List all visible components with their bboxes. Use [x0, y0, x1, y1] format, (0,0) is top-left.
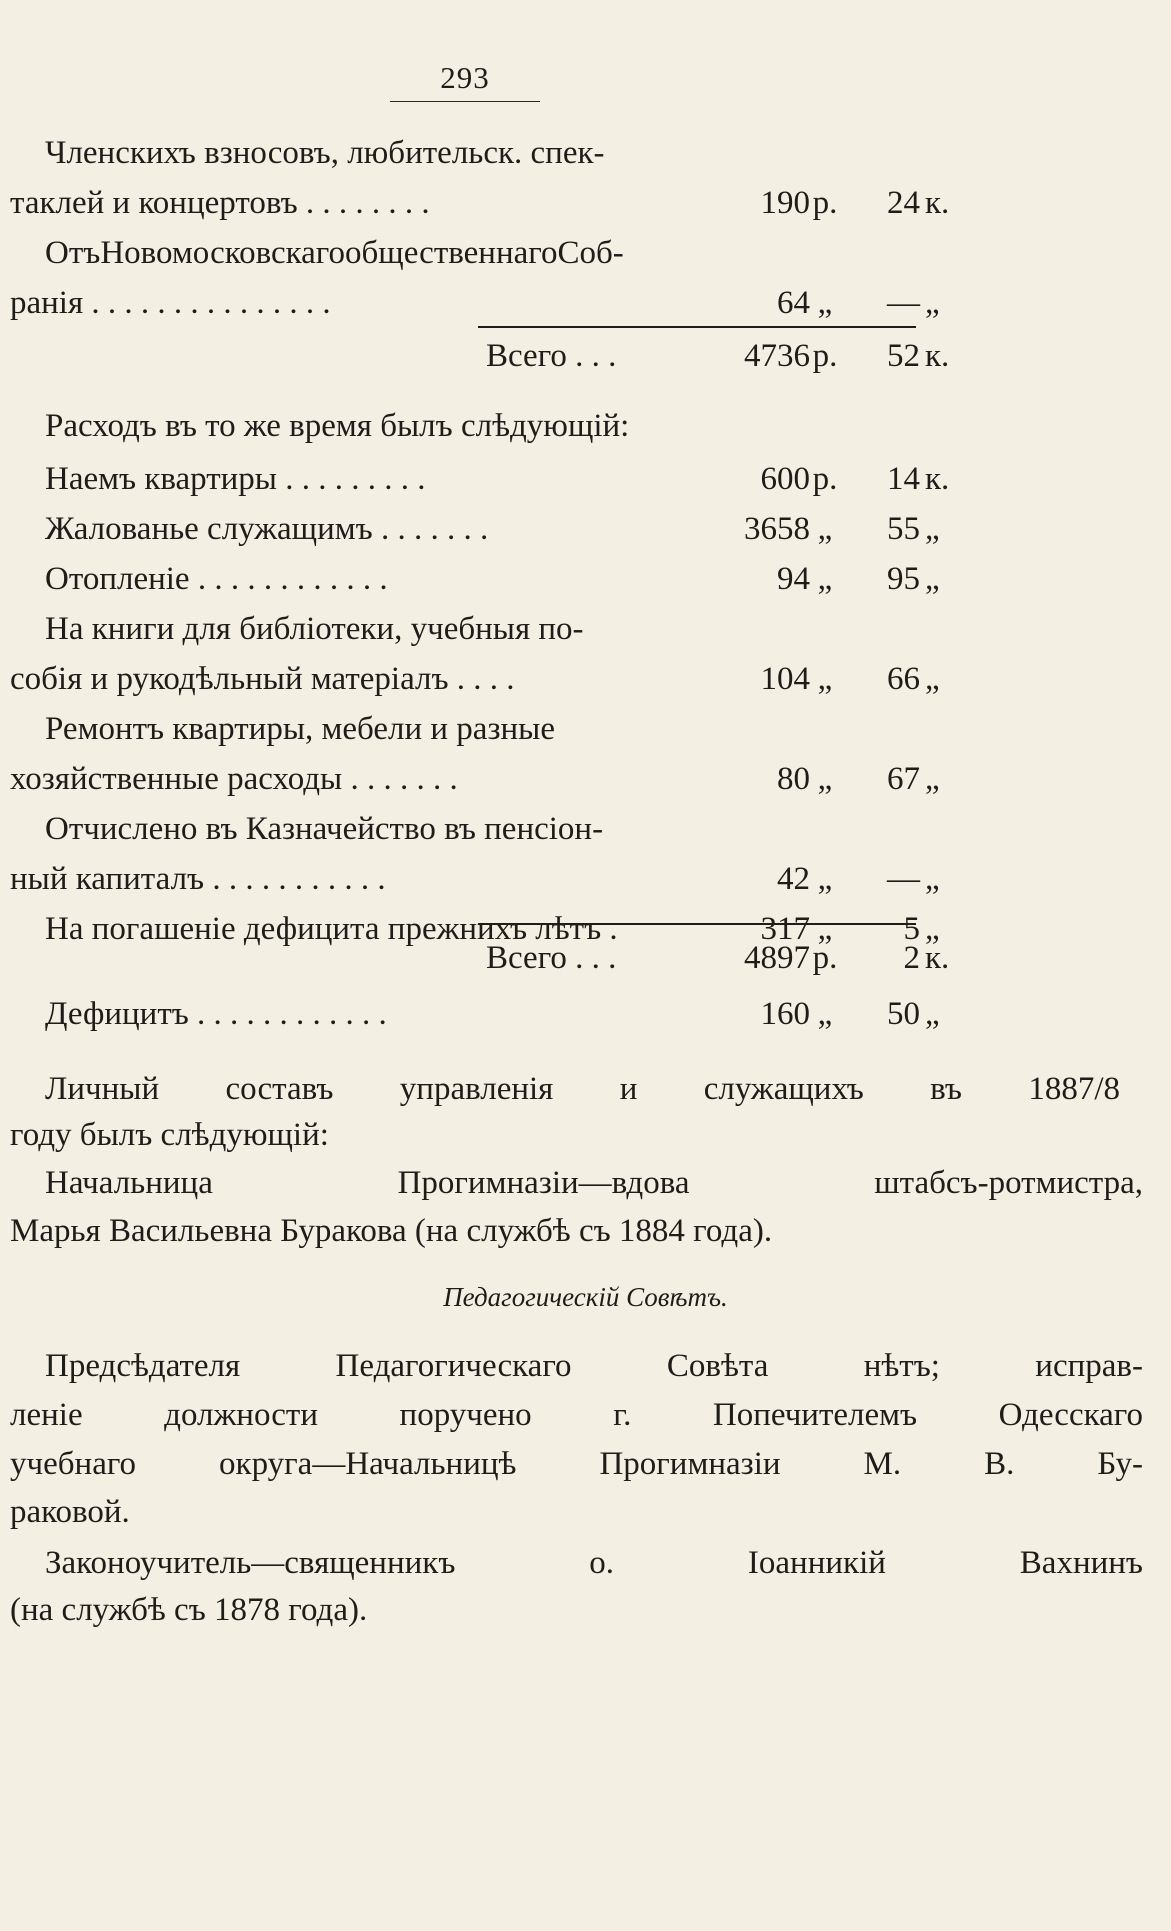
expense-line-text: Жалованье служащимъ . . . . . . . — [45, 511, 489, 547]
expense-line — [45, 559, 1150, 599]
kopecks-amount: 14 — [887, 461, 920, 497]
staff-paragraph-line — [45, 1069, 1150, 1109]
rubles-suffix: „ — [817, 911, 833, 947]
kopecks-suffix: „ — [925, 561, 940, 597]
rubles-suffix: р. — [812, 461, 838, 497]
expense-total-rule — [478, 923, 916, 925]
council-paragraph-line — [10, 1492, 1150, 1532]
income-line-text: ранія . . . . . . . . . . . . . . . — [10, 285, 331, 321]
expense-line — [45, 809, 1150, 849]
teacher-paragraph-line — [45, 1543, 1150, 1583]
kopecks-suffix: „ — [925, 661, 940, 697]
deficit-line — [45, 994, 1150, 1034]
kopecks-amount: 66 — [887, 661, 920, 697]
rubles-suffix: р. — [812, 940, 838, 976]
kopecks-amount: — — [887, 285, 920, 321]
expense-line-text: На погашеніе дефицита прежнихъ лѣтъ . — [45, 911, 618, 947]
council-heading: Педагогическій Совѣтъ. — [443, 1282, 728, 1312]
council-paragraph-text: учебнаго округа—Начальницѣ Прогимназіи М. В. Бу- — [10, 1446, 1143, 1482]
rubles-amount: 94 — [777, 561, 810, 597]
rubles-suffix: „ — [817, 511, 833, 547]
expense-line — [10, 759, 1150, 799]
expense-intro — [45, 406, 1150, 446]
expense-line — [45, 509, 1150, 549]
rubles-amount: 600 — [760, 461, 810, 497]
kopecks-amount: 52 — [887, 338, 920, 374]
council-paragraph-line — [10, 1395, 1150, 1435]
page-number: 293 — [440, 60, 490, 95]
council-paragraph-text: леніе должности поручено г. Попечителемъ Одесскаго — [10, 1397, 1143, 1433]
kopecks-amount: 2 — [903, 940, 920, 976]
staff-paragraph-line — [10, 1115, 1150, 1155]
expense-line-text: Наемъ квартиры . . . . . . . . . — [45, 461, 426, 497]
staff-paragraph-text: году былъ слѣдующій: — [10, 1117, 329, 1153]
income-line-text: Членскихъ взносовъ, любительск. спек- — [45, 135, 605, 171]
income-line-text: таклей и концертовъ . . . . . . . . — [10, 185, 430, 221]
council-paragraph-text: раковой. — [10, 1494, 130, 1530]
kopecks-suffix: „ — [925, 285, 940, 321]
rubles-suffix: „ — [817, 561, 833, 597]
page-number-rule — [390, 101, 540, 102]
kopecks-amount: 95 — [887, 561, 920, 597]
expense-line — [10, 659, 1150, 699]
staff-paragraph-text: Начальница Прогимназіи—вдова штабсъ-ротмистра, — [45, 1165, 1143, 1201]
kopecks-suffix: „ — [925, 511, 940, 547]
income-line — [10, 283, 1150, 323]
rubles-amount: 80 — [777, 761, 810, 797]
rubles-amount: 4736 — [744, 338, 810, 374]
expense-line-text: Отчислено въ Казначейство въ пенсіон- — [45, 811, 604, 847]
rubles-amount: 190 — [760, 185, 810, 221]
council-paragraph-line — [10, 1444, 1150, 1484]
expense-total-label: Всего . . . — [486, 940, 617, 976]
expense-line-text: Отопленіе . . . . . . . . . . . . — [45, 561, 388, 597]
kopecks-amount: 55 — [887, 511, 920, 547]
council-paragraph-line — [45, 1346, 1150, 1386]
expense-line — [45, 609, 1150, 649]
income-total-label: Всего . . . — [486, 338, 617, 374]
kopecks-suffix: „ — [925, 761, 940, 797]
expense-line-text: Ремонтъ квартиры, мебели и разные — [45, 711, 555, 747]
expense-line — [45, 459, 1150, 499]
council-paragraph-text: Предсѣдателя Педагогическаго Совѣта нѣтъ; исправ- — [45, 1348, 1143, 1384]
teacher-paragraph-text: (на службѣ съ 1878 года). — [10, 1592, 368, 1628]
rubles-amount: 317 — [760, 911, 810, 947]
kopecks-suffix: к. — [925, 940, 950, 976]
deficit-text: Дефицитъ . . . . . . . . . . . . — [45, 996, 387, 1032]
expense-line — [45, 709, 1150, 749]
rubles-suffix: „ — [817, 996, 833, 1032]
expense-line-text: хозяйственные расходы . . . . . . . — [10, 761, 458, 797]
income-total-rule — [478, 326, 916, 328]
income-line — [45, 133, 1150, 173]
rubles-suffix: „ — [817, 761, 833, 797]
income-total-line — [10, 336, 1150, 376]
income-line — [10, 183, 1150, 223]
kopecks-suffix: „ — [925, 996, 940, 1032]
staff-paragraph-line — [10, 1211, 1150, 1251]
rubles-amount: 3658 — [744, 511, 810, 547]
rubles-suffix: „ — [817, 861, 833, 897]
kopecks-amount: — — [887, 861, 920, 897]
teacher-paragraph-line — [10, 1590, 1150, 1630]
kopecks-suffix: к. — [925, 338, 950, 374]
rubles-amount: 104 — [760, 661, 810, 697]
kopecks-amount: 50 — [887, 996, 920, 1032]
staff-paragraph-line — [45, 1163, 1150, 1203]
kopecks-suffix: к. — [925, 185, 950, 221]
kopecks-suffix: „ — [925, 861, 940, 897]
rubles-amount: 42 — [777, 861, 810, 897]
rubles-amount: 160 — [760, 996, 810, 1032]
rubles-amount: 64 — [777, 285, 810, 321]
expense-intro-text: Расходъ въ то же время былъ слѣдующій: — [45, 408, 630, 444]
income-line-text: ОтъНовомосковскагообщественнагоСоб- — [45, 235, 624, 271]
teacher-paragraph-text: Законоучитель—священникъ о. Іоанникій Вахнинъ — [45, 1545, 1143, 1581]
staff-paragraph-text: Личный составъ управленія и служащихъ въ 1887/8 — [45, 1071, 1120, 1107]
expense-line-text: На книги для библіотеки, учебныя по- — [45, 611, 584, 647]
rubles-suffix: р. — [812, 185, 838, 221]
expense-line-text: собія и рукодѣльный матеріалъ . . . . — [10, 661, 515, 697]
kopecks-suffix: „ — [925, 911, 940, 947]
rubles-amount: 4897 — [744, 940, 810, 976]
rubles-suffix: „ — [817, 285, 833, 321]
expense-line-text: ный капиталъ . . . . . . . . . . . — [10, 861, 386, 897]
staff-paragraph-text: Марья Васильевна Буракова (на службѣ съ 1884 года). — [10, 1213, 773, 1249]
kopecks-amount: 67 — [887, 761, 920, 797]
rubles-suffix: р. — [812, 338, 838, 374]
expense-total-line — [10, 938, 1150, 978]
rubles-suffix: „ — [817, 661, 833, 697]
expense-line — [10, 859, 1150, 899]
kopecks-amount: 5 — [903, 911, 920, 947]
kopecks-suffix: к. — [925, 461, 950, 497]
income-line — [45, 233, 1150, 273]
kopecks-amount: 24 — [887, 185, 920, 221]
